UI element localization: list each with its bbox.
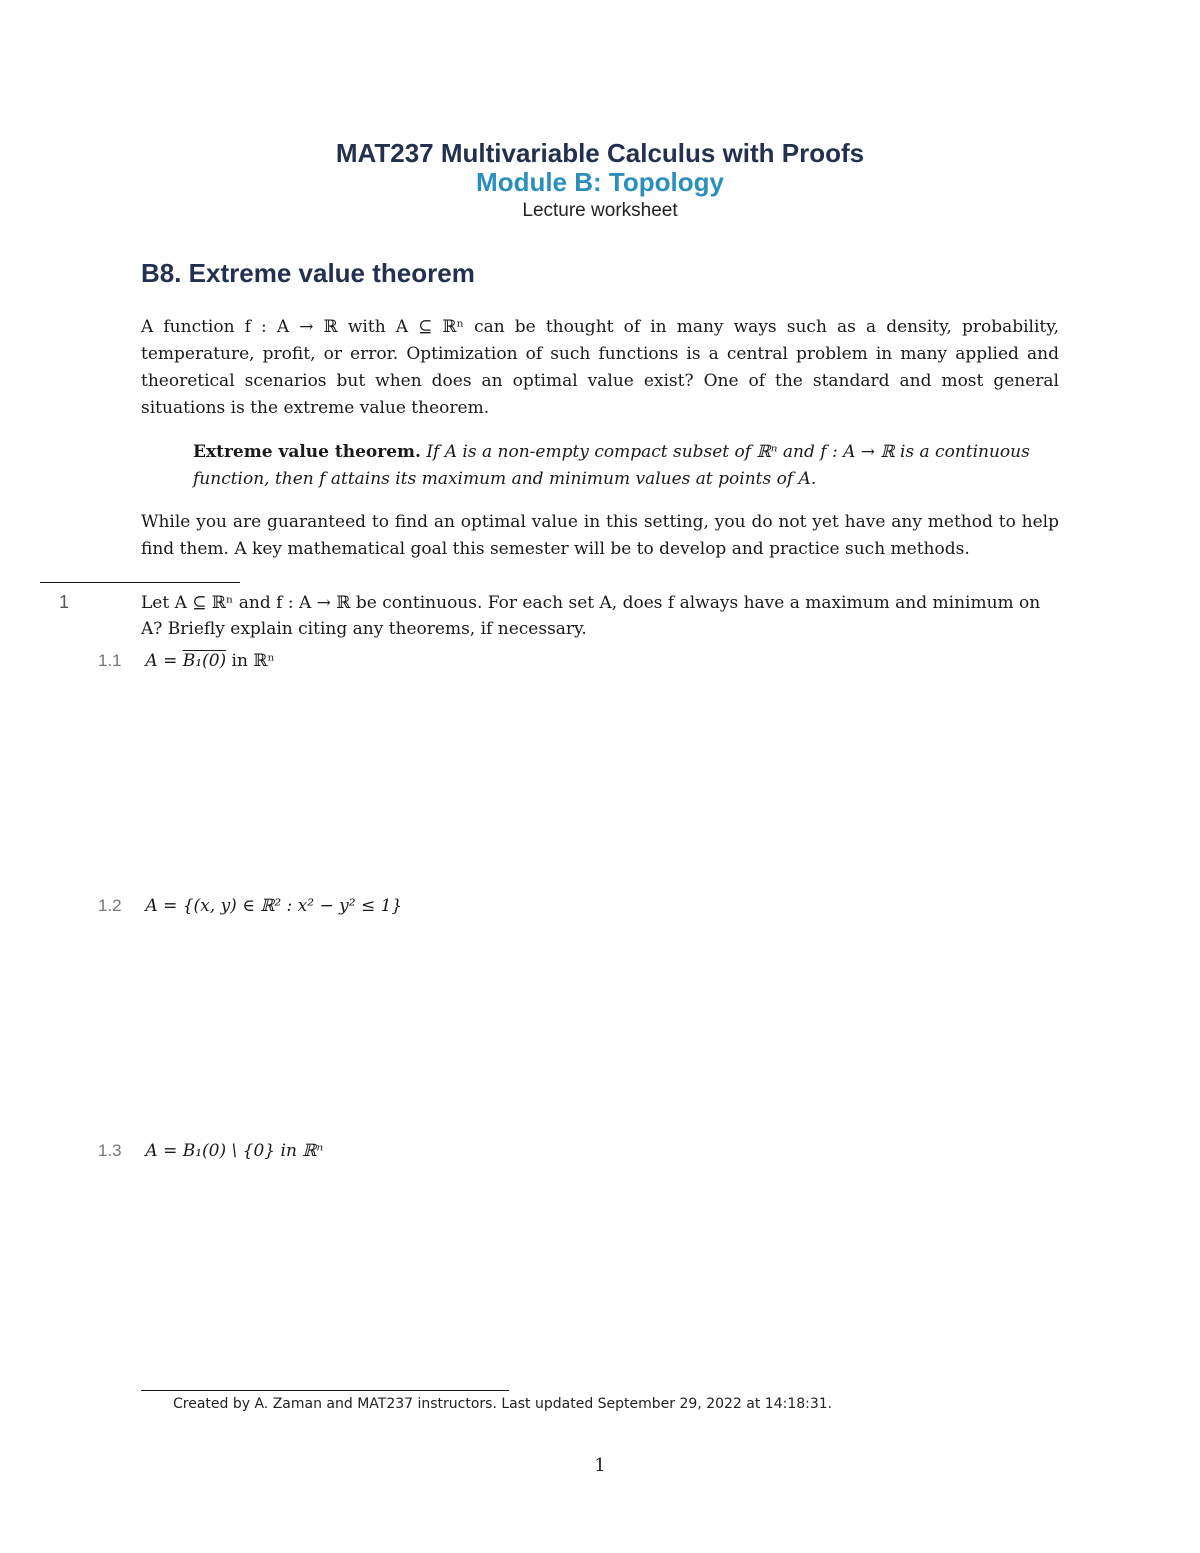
- theorem-name: Extreme value theorem.: [193, 442, 421, 462]
- theorem-text: If A is a non-empty compact subset of ℝⁿ and f : A → ℝ is a continuous function, then f attains its maximum and minimum values at points of A.: [193, 442, 1030, 489]
- part-expression: A = {(x, y) ∈ ℝ² : x² − y² ≤ 1}: [145, 896, 403, 916]
- problem-number: 1: [59, 592, 70, 612]
- part-expression-post: in ℝⁿ: [226, 651, 275, 671]
- footnote: Created by A. Zaman and MAT237 instructors. Last updated September 29, 2022 at 14:18:31.: [173, 1396, 833, 1412]
- part-number: 1.2: [98, 896, 122, 915]
- section-divider: [40, 582, 240, 583]
- course-title: MAT237 Multivariable Calculus with Proofs: [335, 138, 865, 168]
- problem-prompt: Let A ⊆ ℝⁿ and f : A → ℝ be continuous. For each set A, does f always have a maximum and minimum on A? Briefly explain citing any theorems, if necessary.: [141, 593, 1041, 639]
- part-number: 1.1: [98, 651, 122, 670]
- part-expression: A = B₁(0) \ {0} in ℝⁿ: [145, 1141, 324, 1161]
- theorem-statement: [193, 439, 1059, 493]
- follow-up-paragraph: While you are guaranteed to find an optimal value in this setting, you do not yet have any method to help find them. A key mathematical goal this semester will be to develop and practice such methods.: [141, 512, 1059, 559]
- problem-part-1-3: [98, 1138, 323, 1164]
- module-title: Module B: Topology: [476, 167, 724, 197]
- part-number: 1.3: [98, 1141, 122, 1160]
- closed-ball-expression: B₁(0): [182, 651, 227, 671]
- footnote-rule: [141, 1390, 509, 1391]
- intro-paragraph: A function f : A → ℝ with A ⊆ ℝⁿ can be thought of in many ways such as a density, probability, temperature, profit, or error. Optimization of such functions is a central problem in many applied and theoretical scenarios but when does an optimal value exist? One of the standard and most general situations is the extreme value theorem.: [141, 317, 1059, 418]
- title-block: [0, 138, 1200, 226]
- section-heading: B8. Extreme value theorem: [141, 258, 475, 288]
- part-expression-pre: A =: [145, 651, 183, 671]
- page-number: 1: [594, 1455, 606, 1476]
- problem-part-1-2: [98, 893, 402, 919]
- worksheet-subtitle: Lecture worksheet: [522, 200, 678, 221]
- problem-part-1-1: [98, 648, 275, 674]
